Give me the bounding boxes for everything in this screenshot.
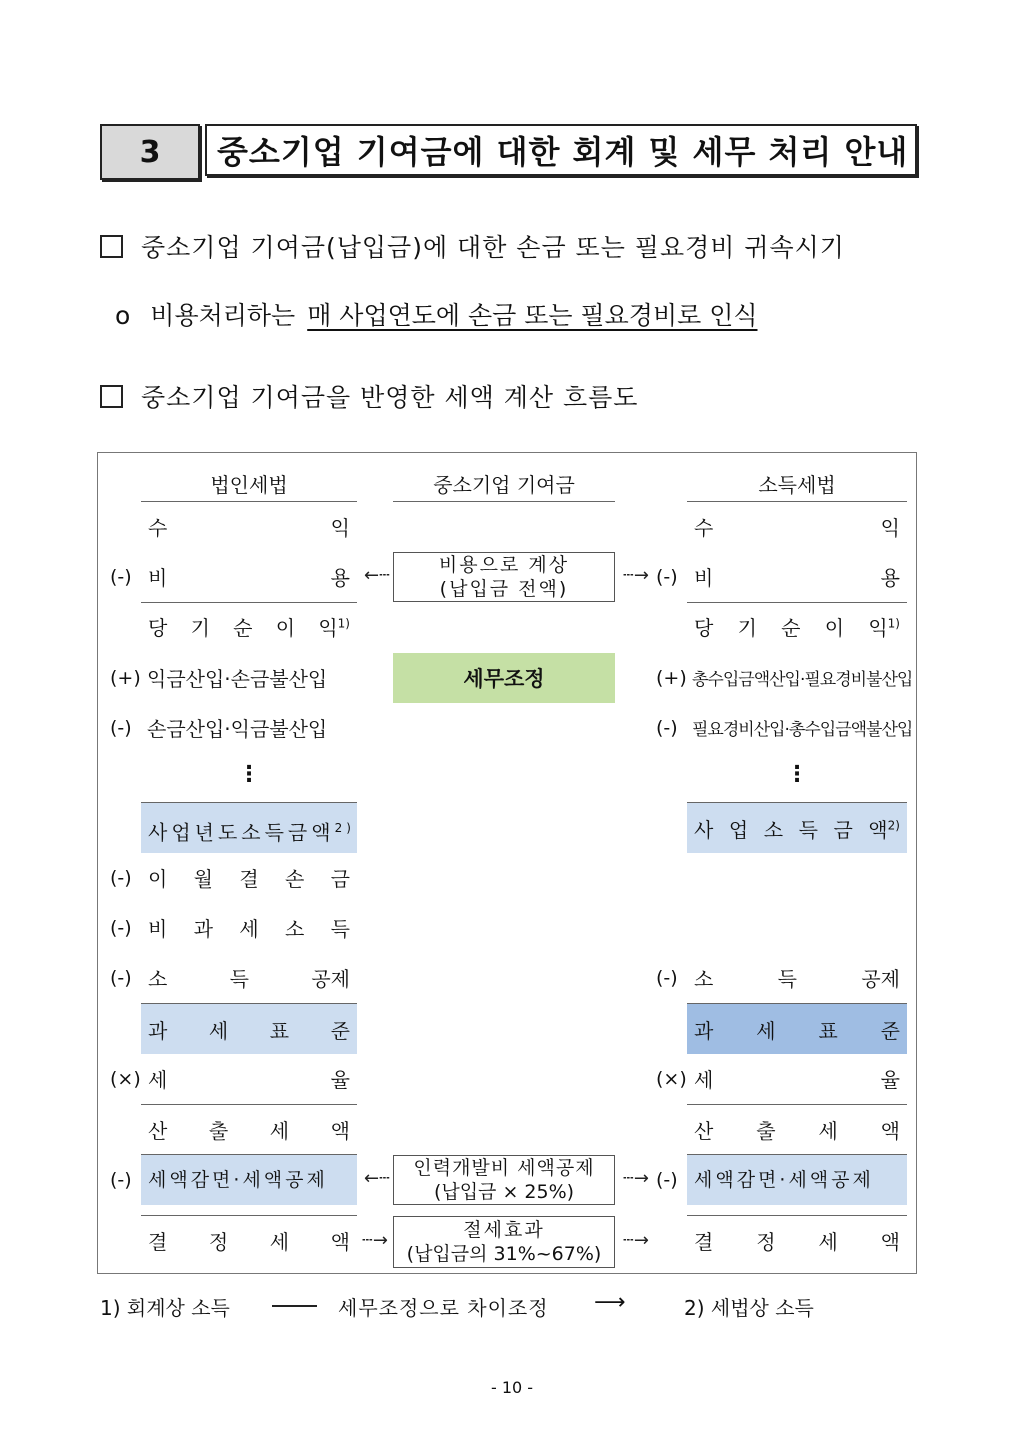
checkbox-square-icon: [100, 385, 123, 408]
right-tax-rate: 세 율: [694, 1067, 900, 1092]
left-calculated-tax: 산 출 세 액: [148, 1118, 350, 1143]
left-tax-rate: 세 율: [148, 1067, 350, 1092]
left-net-income: 당 기 순 이 익$^{1)}$: [148, 615, 350, 640]
left-income-box: 사업년도소득금액$^{2)}$: [141, 803, 357, 853]
bullet-line: o 비용처리하는 매 사업연도에 손금 또는 필요경비로 인식: [115, 301, 758, 330]
col-header-corporate: 법인세법: [210, 473, 288, 497]
mid-effect-box: 절세효과 (납입금의 31%~67%): [393, 1216, 615, 1268]
left-income-deduction: 소 득 공제: [148, 966, 350, 991]
footnote-tax-income: 2) 세법상 소득: [684, 1296, 814, 1320]
left-nontaxable-income: 비 과 세 소 득: [148, 916, 350, 941]
footnote-arrow-icon: ⟶: [594, 1290, 626, 1315]
tax-adjustment-box: 세무조정: [393, 653, 615, 703]
arrow-right-icon: ┄→: [623, 565, 649, 586]
arrow-right-icon: ┄→: [623, 1168, 649, 1189]
right-tax-base: 과 세 표 준: [687, 1004, 907, 1054]
arrow-right-icon: ┄→: [362, 1230, 388, 1251]
left-addition: 익금산입·손금불산입: [147, 666, 328, 691]
col-header-income: 소득세법: [758, 473, 836, 497]
right-income-box: 사 업 소 득 금 액$^{2)}$: [687, 803, 907, 853]
right-addition: 총수입금액산입·필요경비불산입: [692, 669, 913, 690]
heading-2: 중소기업 기여금을 반영한 세액 계산 흐름도: [100, 378, 638, 414]
left-expense: 비 용: [148, 565, 350, 590]
left-tax-credit: 세액감면·세액공제: [141, 1155, 357, 1205]
page-number: - 10 -: [490, 1378, 534, 1397]
footnote-accounting-income: 1) 회계상 소득: [100, 1296, 230, 1320]
right-dots-icon: ⋮: [786, 762, 808, 787]
left-dots-icon: ⋮: [238, 762, 260, 787]
left-deduction: 손금산입·익금불산입: [147, 716, 328, 741]
heading-1: 중소기업 기여금(납입금)에 대한 손금 또는 필요경비 귀속시기: [100, 228, 845, 264]
checkbox-square-icon: [100, 235, 123, 258]
mid-credit-box: 인력개발비 세액공제 (납입금 × 25%): [393, 1155, 615, 1205]
col-header-contribution: 중소기업 기여금: [433, 473, 575, 497]
right-calculated-tax: 산 출 세 액: [694, 1118, 900, 1143]
left-tax-base: 과 세 표 준: [141, 1004, 357, 1054]
arrow-right-icon: ┄→: [623, 1230, 649, 1251]
right-revenue: 수 익: [694, 515, 900, 540]
left-loss-carryforward: 이 월 결 손 금: [148, 866, 350, 891]
bullet-emphasis: 매 사업연도에 손금 또는 필요경비로 인식: [307, 301, 758, 330]
arrow-left-icon: ←┄: [364, 1168, 390, 1189]
right-tax-credit: 세액감면·세액공제: [687, 1155, 907, 1205]
left-revenue: 수 익: [148, 515, 350, 540]
right-deduction: 필요경비산입·총수입금액불산입: [692, 719, 913, 740]
left-final-tax: 결 정 세 액: [148, 1229, 350, 1254]
right-net-income: 당 기 순 이 익$^{1)}$: [694, 615, 900, 640]
right-income-deduction: 소 득 공제: [694, 966, 900, 991]
arrow-left-icon: ←┄: [364, 565, 390, 586]
mid-expense-box: 비용으로 계상 (납입금 전액): [393, 552, 615, 602]
section-number: 3: [100, 124, 200, 180]
footnote-adjustment: 세무조정으로 차이조정: [338, 1296, 549, 1320]
right-expense: 비 용: [694, 565, 900, 590]
right-final-tax: 결 정 세 액: [694, 1229, 900, 1254]
section-title: 중소기업 기여금에 대한 회계 및 세무 처리 안내: [205, 124, 917, 176]
footnote-line: [272, 1305, 317, 1307]
